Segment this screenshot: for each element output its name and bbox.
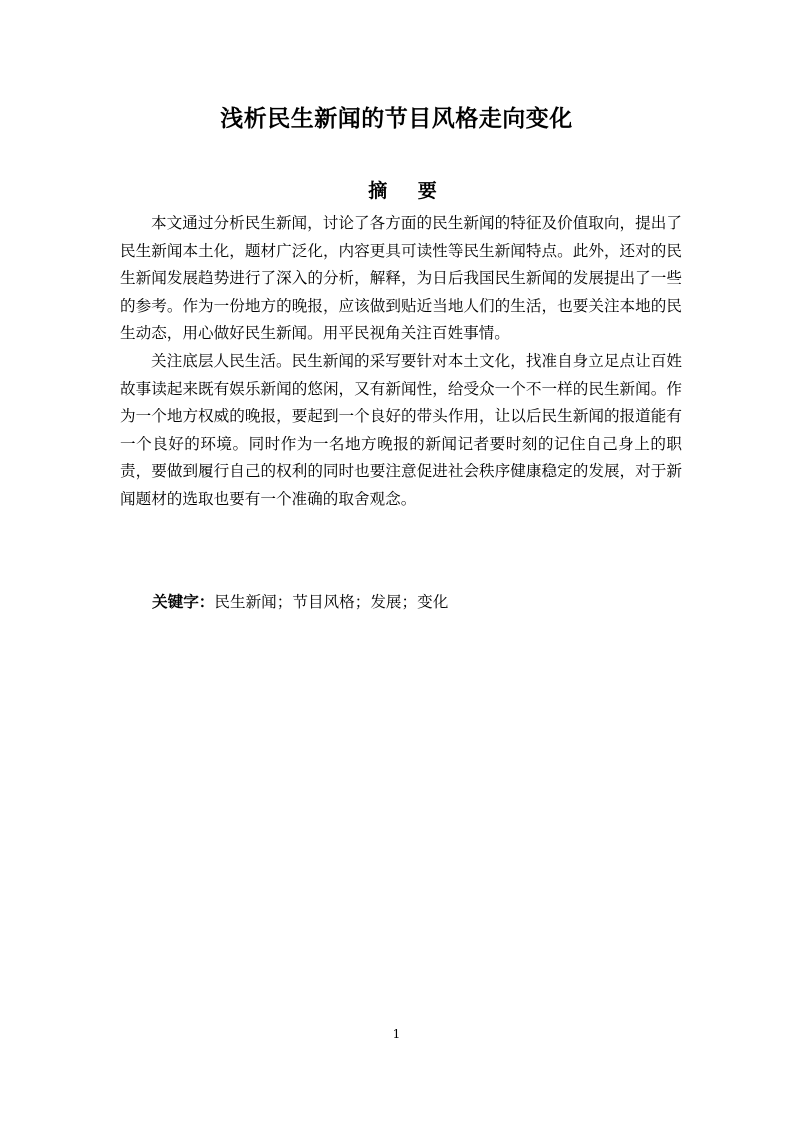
page-number: 1 (392, 1027, 401, 1041)
abstract-body (120, 210, 682, 514)
paper-title: 浅析民生新闻的节目风格走向变化 (220, 106, 573, 132)
keywords-text: 民生新闻；节目风格；发展；变化 (214, 593, 449, 611)
keywords-line (152, 590, 448, 614)
keywords-label: 关键字： (152, 593, 215, 611)
abstract-paragraph-2: 关注底层人民生活。民生新闻的采写要针对本土文化，找准自身立足点让百姓故事读起来既有娱乐新闻的悠闲，又有新闻性，给受众一个不一样的民生新闻。作为一个地方权威的晚报，要起到一个良好的带头作用，让以后民生新闻的报道能有一个良好的环境。同时作为一名地方晚报的新闻记者要时刻的记住自己身上的职责，要做到履行自己的权利的同时也要注意促进社会秩序健康稳定的发展，对于新闻题材的选取也要有一个准确的取舍观念。 (120, 351, 682, 508)
abstract-paragraph-1: 本文通过分析民生新闻，讨论了各方面的民生新闻的特征及价值取向，提出了民生新闻本土化，题材广泛化，内容更具可读性等民生新闻特点。此外，还对的民生新闻发展趋势进行了深入的分析，解释，为日后我国民生新闻的发展提出了一些的参考。作为一份地方的晚报，应该做到贴近当地人们的生活，也要关注本地的民生动态，用心做好民生新闻。用平民视角关注百姓事情。 (120, 214, 682, 343)
abstract-heading: 摘 要 (368, 180, 449, 202)
